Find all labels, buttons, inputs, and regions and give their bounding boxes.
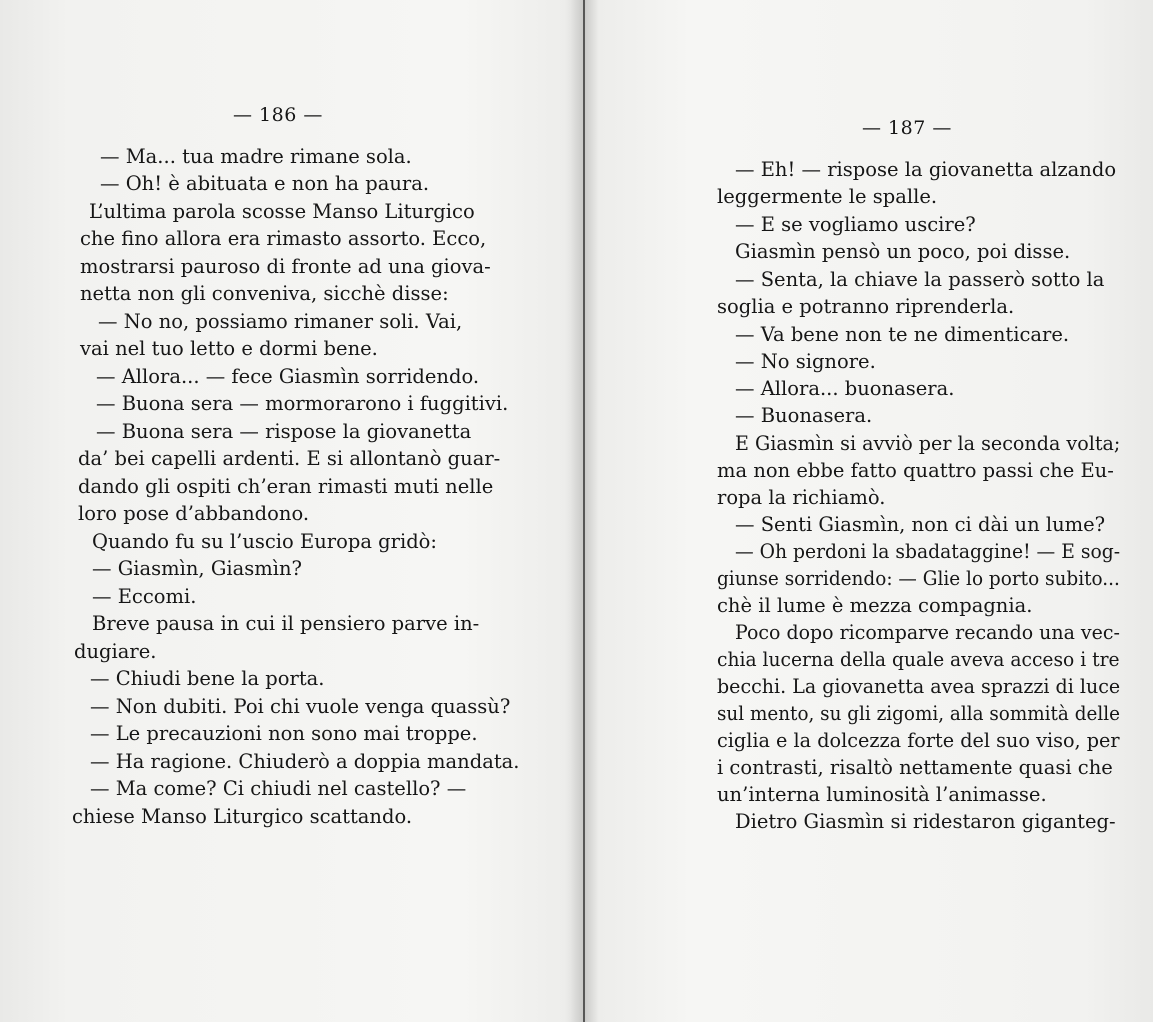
text-line: — Va bene non te ne dimenticare. xyxy=(735,323,1070,346)
text-line: sul mento, su gli zigomi, alla sommità delle xyxy=(717,702,1120,725)
text-line: — Eh! — rispose la giovanetta alzando xyxy=(735,158,1117,181)
text-line: Breve pausa in cui il pensiero parve in- xyxy=(92,612,480,635)
text-line: becchi. La giovanetta avea sprazzi di luce xyxy=(717,675,1121,698)
text-line: — Giasmìn, Giasmìn? xyxy=(92,557,303,580)
page-number-right: — 187 — xyxy=(862,117,952,139)
text-line: — Ma... tua madre rimane sola. xyxy=(100,145,412,168)
text-line: — Chiudi bene la porta. xyxy=(90,667,325,690)
text-line: soglia e potranno riprenderla. xyxy=(717,295,1015,318)
text-line: — No signore. xyxy=(735,350,876,373)
text-line: Giasmìn pensò un poco, poi disse. xyxy=(735,240,1071,263)
text-line: — Buona sera — rispose la giovanetta xyxy=(96,420,472,443)
text-line: un’interna luminosità l’animasse. xyxy=(717,783,1047,806)
text-line: — Senti Giasmìn, non ci dài un lume? xyxy=(735,513,1106,536)
text-line: giunse sorridendo: — Glie lo porto subito... xyxy=(717,567,1120,590)
text-line: — Buonasera. xyxy=(735,404,873,427)
page-number-left: — 186 — xyxy=(233,104,323,126)
text-line: — Eccomi. xyxy=(92,585,197,608)
text-line: — Ma come? Ci chiudi nel castello? — xyxy=(90,777,467,800)
text-line: — Senta, la chiave la passerò sotto la xyxy=(735,268,1105,291)
text-line: — Oh! è abituata e non ha paura. xyxy=(100,172,430,195)
text-line: netta non gli conveniva, sicchè disse: xyxy=(80,282,449,305)
text-line: — Ha ragione. Chiuderò a doppia mandata. xyxy=(90,750,520,773)
text-line: E Giasmìn si avviò per la seconda volta; xyxy=(735,432,1121,455)
book-gutter xyxy=(583,0,585,1022)
text-line: Quando fu su l’uscio Europa gridò: xyxy=(92,530,437,553)
text-line: ciglia e la dolcezza forte del suo viso, per xyxy=(717,729,1120,752)
text-line: vai nel tuo letto e dormi bene. xyxy=(80,337,378,360)
text-line: da’ bei capelli ardenti. E si allontanò guar- xyxy=(78,447,501,470)
text-line: — Non dubiti. Poi chi vuole venga quassù? xyxy=(90,695,511,718)
text-line: che fino allora era rimasto assorto. Ecco, xyxy=(80,227,487,250)
text-line: i contrasti, risaltò nettamente quasi che xyxy=(717,756,1113,779)
text-line: ropa la richiamò. xyxy=(717,486,886,509)
text-line: leggermente le spalle. xyxy=(717,185,938,208)
text-line: chè il lume è mezza compagnia. xyxy=(717,594,1033,617)
text-line: — Buona sera — mormorarono i fuggitivi. xyxy=(96,392,509,415)
text-line: loro pose d’abbandono. xyxy=(78,502,310,525)
text-line: — E se vogliamo uscire? xyxy=(735,213,976,236)
text-line: — No no, possiamo rimaner soli. Vai, xyxy=(98,310,463,333)
text-line: — Le precauzioni non sono mai troppe. xyxy=(90,722,478,745)
text-line: dugiare. xyxy=(74,640,157,663)
text-line: — Oh perdoni la sbadataggine! — E sog- xyxy=(735,540,1121,563)
text-line: dando gli ospiti ch’eran rimasti muti nelle xyxy=(78,475,494,498)
text-line: — Allora... — fece Giasmìn sorridendo. xyxy=(96,365,480,388)
text-line: L’ultima parola scosse Manso Liturgico xyxy=(89,200,475,223)
text-line: mostrarsi pauroso di fronte ad una giova- xyxy=(80,255,491,278)
text-line: — Allora... buonasera. xyxy=(735,377,955,400)
text-line: Dietro Giasmìn si ridestaron giganteg- xyxy=(735,810,1116,833)
text-line: ma non ebbe fatto quattro passi che Eu- xyxy=(717,459,1114,482)
text-line: Poco dopo ricomparve recando una vec- xyxy=(735,621,1120,644)
text-line: chia lucerna della quale aveva acceso i tre xyxy=(717,648,1120,671)
text-line: chiese Manso Liturgico scattando. xyxy=(72,805,413,828)
